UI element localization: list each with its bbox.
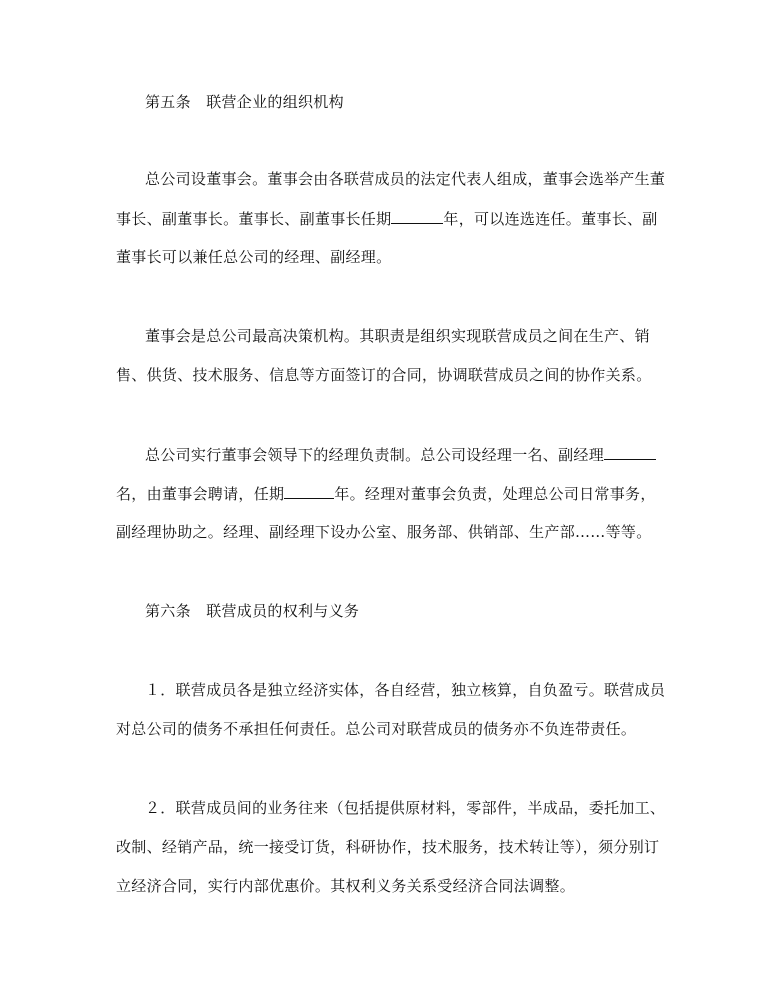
paragraph-line: １．联营成员各是独立经济实体，各自经营，独立核算，自负盈亏。联营成员 [145,681,666,699]
paragraph-text: 事长、副董事长。董事长、副董事长任期 [116,210,392,228]
paragraph-text: 总公司实行董事会领导下的经理负责制。总公司设经理一名、副经理 [145,446,605,464]
paragraph-line: 副经理协助之。经理、副经理下设办公室、服务部、供销部、生产部……等等。 [116,523,652,541]
paragraph-text: 年，可以连选连任。董事长、副 [443,210,658,228]
paragraph-line [116,208,658,229]
article-6-heading: 第六条 联营成员的权利与义务 [145,602,360,620]
paragraph-line: 改制、经销产品，统一接受订货，科研协作，技术服务，技术转让等），须分别订 [116,838,660,856]
paragraph-text: 年。经理对董事会负责，处理总公司日常事务， [334,485,656,503]
paragraph-line: 董事会是总公司最高决策机构。其职责是组织实现联营成员之间在生产、销 [145,327,650,345]
paragraph-line: ２．联营成员间的业务往来（包括提供原材料，零部件，半成品，委托加工、 [145,799,666,817]
blank-term-years [391,208,443,224]
paragraph-line: 董事长可以兼任总公司的经理、副经理。 [116,248,392,266]
paragraph-text: 名，由董事会聘请，任期 [116,485,285,503]
blank-deputy-count [604,444,656,460]
paragraph-line: 对总公司的债务不承担任何责任。总公司对联营成员的债务亦不负连带责任。 [116,720,637,738]
paragraph-line: 售、供货、技术服务、信息等方面签订的合同，协调联营成员之间的协作关系。 [116,366,652,384]
article-5-heading: 第五条 联营企业的组织机构 [145,93,344,111]
blank-manager-term [284,483,334,499]
paragraph-line [116,483,656,504]
paragraph-line: 总公司设董事会。董事会由各联营成员的法定代表人组成，董事会选举产生董 [145,170,666,188]
paragraph-line [145,444,656,465]
paragraph-line: 立经济合同，实行内部优惠价。其权利义务关系受经济合同法调整。 [116,877,576,895]
